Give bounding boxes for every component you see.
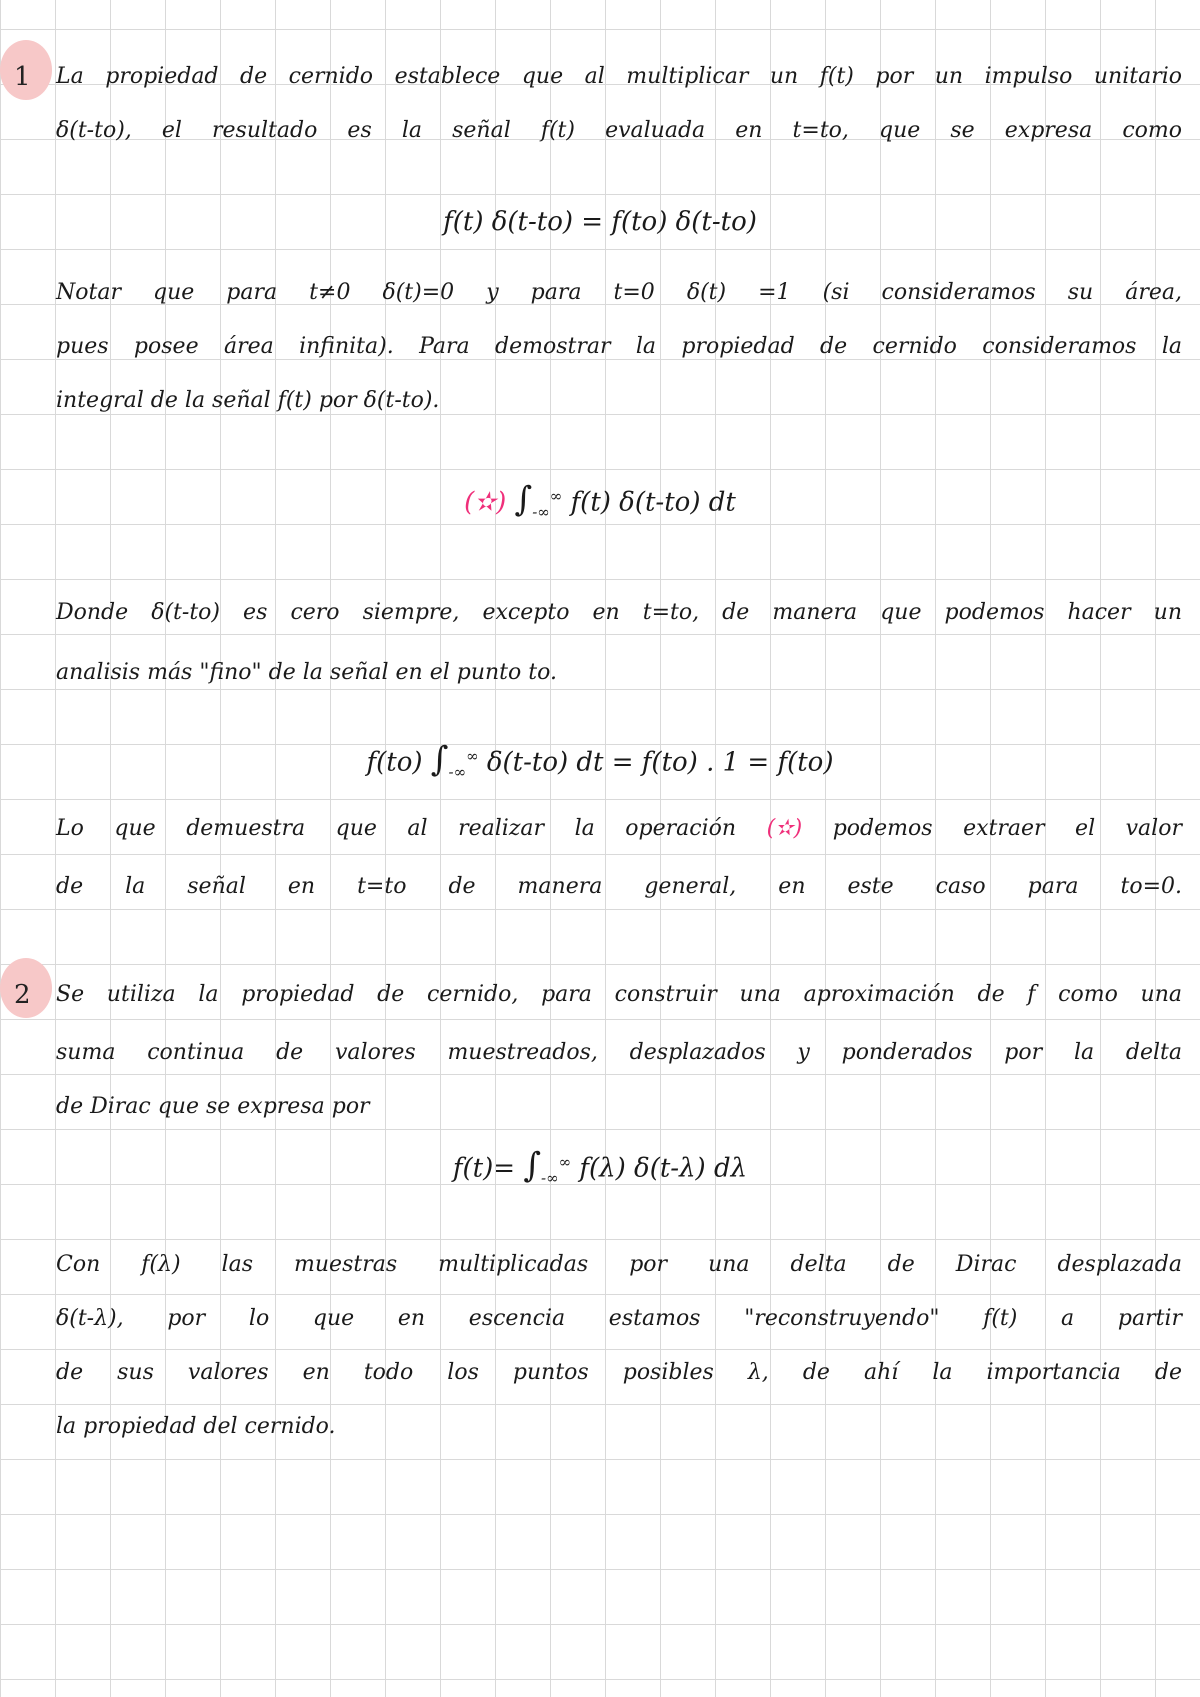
reconstruction-equation [0,1142,1200,1198]
text-line: de Dirac que se expresa por [56,1094,370,1119]
integral-sign: ∫ [514,479,533,520]
text-line: δ(t-to), el resultado es la señal f(t) evaluada en t=to, que se expresa como [56,118,1182,143]
text-line: analisis más "fino" de la señal en el punto to. [56,660,557,685]
text-line: Donde δ(t-to) es cero siempre, excepto en t=to, de manera que podemos hacer un [56,600,1182,625]
text-line: suma continua de valores muestreados, desplazados y ponderados por la delta [56,1040,1182,1065]
integral-lower-limit: -∞ [541,1168,559,1187]
star-integral-equation [0,476,1200,532]
integrand: δ(t-to) dt = f(to) . 1 = f(to) [486,747,834,778]
conclusion-before: Lo que demuestra que al realizar la operación [56,816,737,841]
integral-sign: ∫ [430,739,449,780]
text-line: integral de la señal f(t) por δ(t-to). [56,388,440,413]
text-line: La propiedad de cernido establece que al multiplicar un f(t) por un impulso unitario [56,64,1182,89]
section-1-number: 1 [14,62,31,92]
text-line: Con f(λ) las muestras multiplicadas por una delta de Dirac desplazada [56,1252,1182,1277]
result-prefix: f(to) [366,747,423,778]
integral-lower-limit: -∞ [532,502,550,521]
equation-lhs: f(t)= [452,1153,516,1184]
conclusion-line [56,812,1182,846]
text-line: de la señal en t=to de manera general, en este caso para to=0. [56,874,1182,899]
star-mark: (✫) [766,816,803,841]
integrand: f(λ) δ(t-λ) dλ [579,1153,748,1184]
text-line: Notar que para t≠0 δ(t)=0 y para t=0 δ(t) =1 (si consideramos su área, [56,280,1182,305]
text-line: δ(t-λ), por lo que en escencia estamos "reconstruyendo" f(t) a partir [56,1306,1182,1331]
integral-upper-limit: ∞ [558,1153,572,1171]
sifting-equation: f(t) δ(t-to) = f(to) δ(t-to) [443,207,757,237]
integral-lower-limit: -∞ [448,762,467,781]
text-line: la propiedad del cernido. [56,1414,336,1439]
integrand: f(t) δ(t-to) dt [570,487,736,518]
star-mark: (✫) [464,487,507,518]
text-line: Se utiliza la propiedad de cernido, para construir una aproximación de f como una [56,982,1182,1007]
result-equation [0,736,1200,792]
integral-upper-limit: ∞ [549,487,563,505]
integral-upper-limit: ∞ [466,747,479,765]
conclusion-after: podemos extraer el valor [832,816,1182,841]
section-2-number: 2 [14,980,31,1010]
integral-sign: ∫ [523,1145,542,1186]
text-line: pues posee área infinita). Para demostrar la propiedad de cernido consideramos la [56,334,1182,359]
text-line: de sus valores en todo los puntos posibles λ, de ahí la importancia de [56,1360,1182,1385]
